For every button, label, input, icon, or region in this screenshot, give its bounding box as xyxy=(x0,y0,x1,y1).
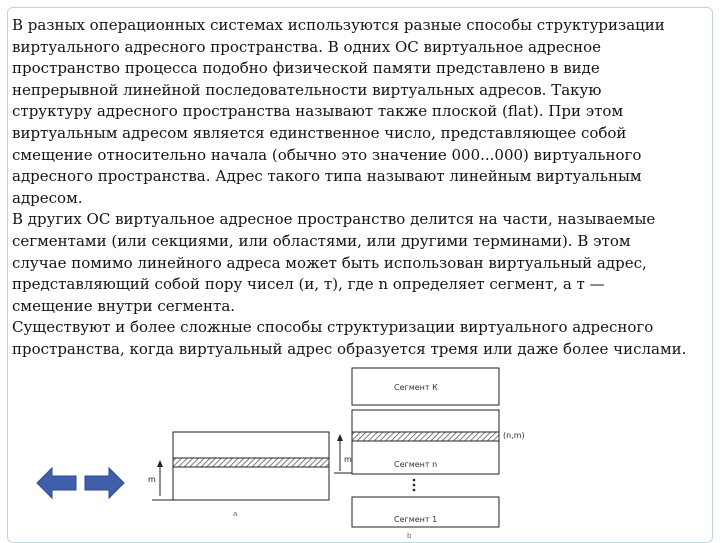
segment-k-label: Сегмент К xyxy=(394,383,438,392)
text-line: смещение относительно начала (обычно это значение 000...000) виртуального xyxy=(12,145,642,164)
text-line: пространство процесса подобно физической памяти представлено в виде xyxy=(12,59,600,78)
arrow-right-icon[interactable] xyxy=(83,466,125,500)
text-line: случае помимо линейного адреса может быть использован виртуальный адрес, xyxy=(12,253,647,272)
segment-offset-label: m xyxy=(344,455,352,464)
segmented-address-space xyxy=(334,368,525,540)
text-line: представляющий собой пору чисел (и, т), где n определяет сегмент, а т — xyxy=(12,275,605,294)
segment-n-hatched-band xyxy=(352,432,499,441)
text-line: адресного пространства. Адрес такого типа называют линейным виртуальным xyxy=(12,167,642,186)
flat-address-space xyxy=(148,432,329,518)
text-line: виртуальным адресом является единственное число, представляющее собой xyxy=(12,123,627,142)
text-line: В других ОС виртуальное адресное пространство делится на части, называемые xyxy=(12,210,656,229)
segment-n-label: Сегмент n xyxy=(394,460,438,469)
text-line: смещение внутри сегмента. xyxy=(12,296,236,315)
ellipsis-dot xyxy=(413,479,416,482)
ellipsis-dot xyxy=(413,484,416,487)
text-line: непрерывной линейной последовательности виртуальных адресов. Такую xyxy=(12,80,602,99)
text-line: В разных операционных системах используются разные способы структуризации xyxy=(12,16,665,34)
text-line: сегментами (или секциями, или областями, или другими терминами). В этом xyxy=(12,231,631,250)
flat-offset-arrow-head xyxy=(157,460,163,467)
arrow-left-icon[interactable] xyxy=(36,466,78,500)
text-line: пространства, когда виртуальный адрес образуется тремя или даже более числами. xyxy=(12,339,687,358)
text-line: Существуют и более сложные способы структуризации виртуального адресного xyxy=(12,318,654,337)
text-line: виртуального адресного пространства. В одних ОС виртуальное адресное xyxy=(12,37,601,56)
flat-space-hatched-band xyxy=(173,458,329,467)
text-line: адресом. xyxy=(12,188,83,207)
segmented-caption: b xyxy=(407,532,412,540)
segment-1-label: Сегмент 1 xyxy=(394,515,438,524)
text-line: структуру адресного пространства называют также плоской (flat). При этом xyxy=(12,102,624,121)
segment-offset-arrow-head xyxy=(337,434,343,441)
ellipsis-dot xyxy=(413,489,416,492)
flat-offset-label: m xyxy=(148,475,156,484)
flat-caption: a xyxy=(233,510,238,518)
pair-label: (n,m) xyxy=(503,431,525,440)
